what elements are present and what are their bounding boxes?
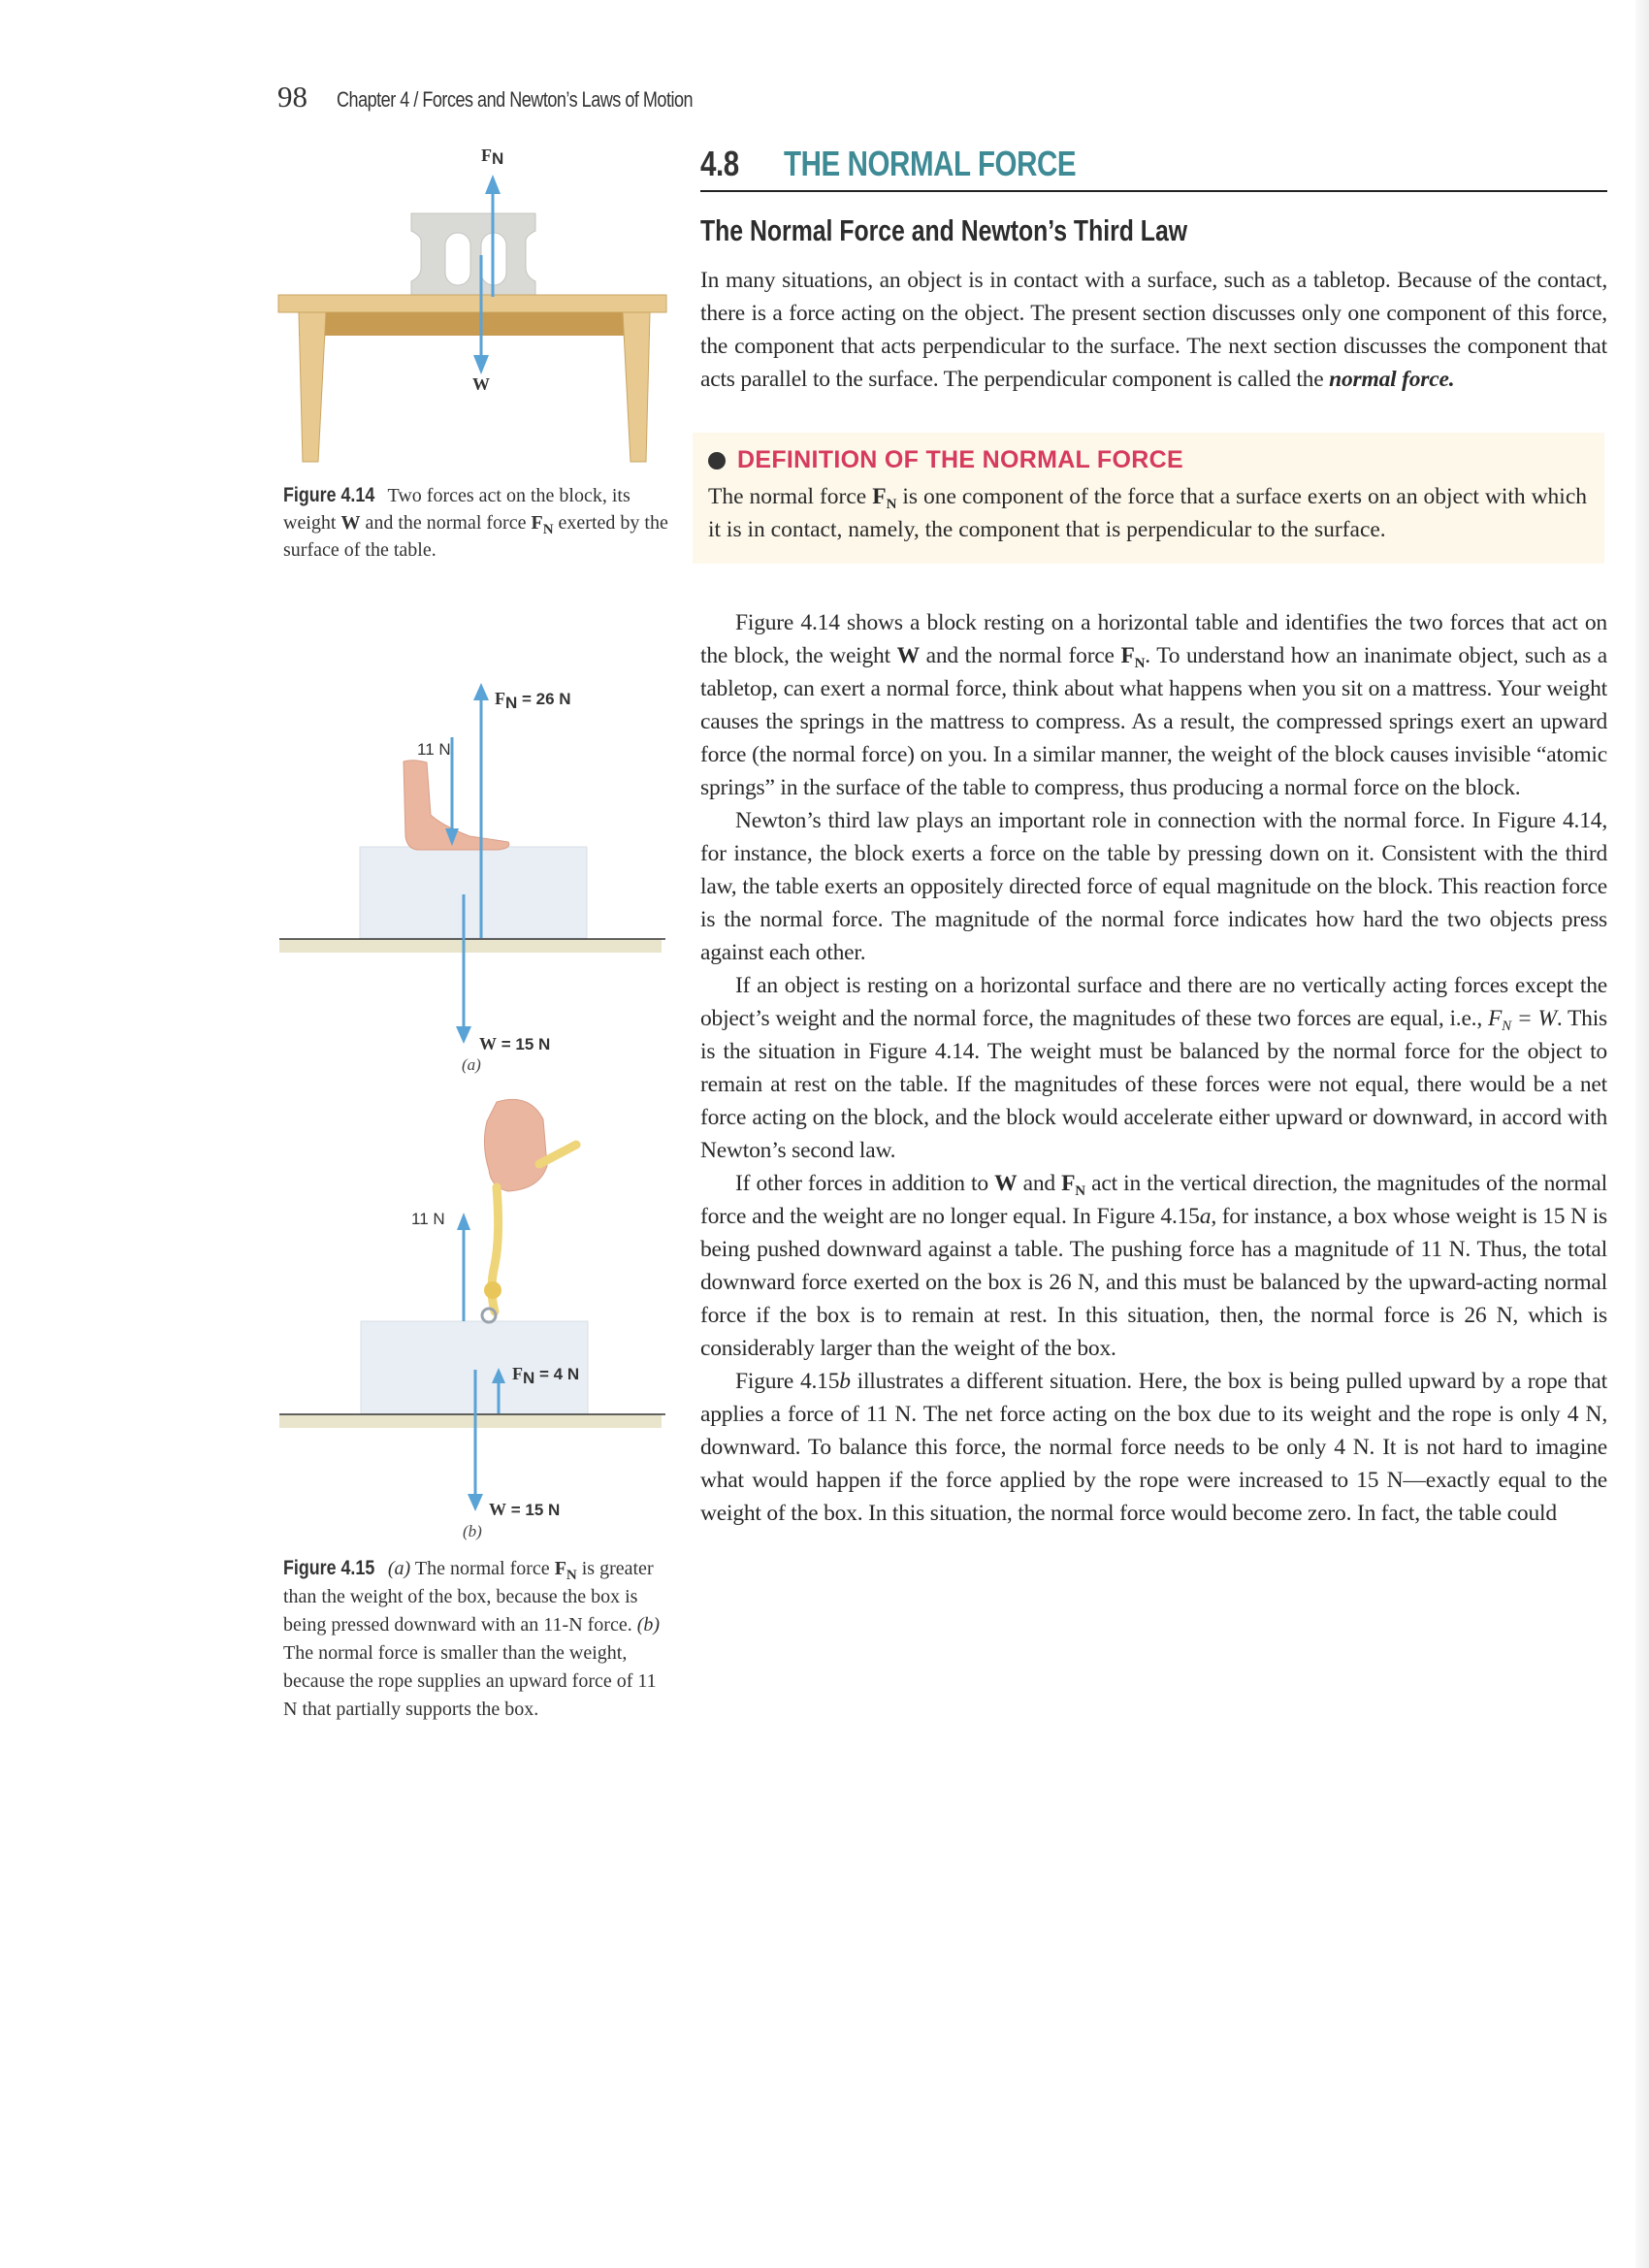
- panel-label-a: (a): [462, 1055, 481, 1074]
- table-leg-right: [623, 312, 650, 462]
- intro-paragraph: In many situations, an object is in contact with a surface, such as a tabletop. Because of the contact, there is a force acting on the object. The present section discusses only one component of this force, the component that acts perpendicular to the surface. The next section discusses the component that acts parallel to the surface. The perpendicular component is called the normal force.: [700, 268, 1607, 392]
- page-number: 98: [277, 80, 307, 113]
- label-w-15n: W = 15 N: [479, 1034, 551, 1053]
- paragraph-3: If an object is resting on a horizontal surface and there are no vertically acting forces except the object’s weight and the normal force, the magnitudes of these two forces are equal, i.e., $F_N = W$. This is the situation in Figure 4.14. The weight must be balanced by the normal force for the object to remain at rest on the table. If the magnitudes of these forces were not equal, there would be a net force acting on the block, and the block would accelerate either upward or downward, in accord with Newton’s second law.: [700, 973, 1608, 1163]
- label-fn-4n: FN = 4 N: [512, 1364, 580, 1387]
- paragraph-1: Figure 4.14 shows a block resting on a horizontal table and identifies the two forces that act on the block, the weight W and the normal force $F_N$. To understand how an inanimate object, such as a tabletop, can exert a normal force, think about what happens when you sit on a mattress. Your weight causes the springs in the mattress to compress. As a result, the compressed springs exert an upward force (the normal force) on you. In a similar manner, the weight of the block causes invisible “atomic springs” in the surface of the table to compress, thus producing a normal force on the block.: [700, 610, 1608, 800]
- normal-force-arrowhead: [485, 175, 501, 194]
- paragraph-4: If other forces in addition to W and $F_N$ act in the vertical direction, the magnitudes of the normal force and the weight are no longer equal. In Figure 4.15a, for instance, a box whose weight is 15 N is being pushed downward against a table. The pushing force has a magnitude of 11 N. Thus, the total downward force exerted on the box is 26 N, and this must be balanced by the upward-acting normal force if the box is to remain at rest. In this situation, then, the normal force is 26 N, which is considerably larger than the weight of the box.: [700, 1171, 1607, 1361]
- block-hole-left: [445, 233, 470, 285]
- paragraph-5: Figure 4.15b illustrates a different situation. Here, the box is being pulled upward by a rope that applies a force of 11 N. The net force acting on the box due to its weight and the rope is only 4 N, downward. To balance this force, the normal force needs to be only 4 N. It is not hard to imagine what would happen if the force applied by the rope were increased to 15 N—exactly equal to the weight of the box. In this situation, the normal force would become zero. In fact, the table could: [700, 1369, 1607, 1526]
- cinder-block: [411, 213, 535, 299]
- label-w-15n: W = 15 N: [489, 1500, 561, 1519]
- weight-arrowhead: [473, 355, 489, 374]
- label-pull-11n: 11 N: [411, 1210, 445, 1228]
- bullet-icon: [708, 452, 726, 470]
- table-leg-left: [299, 312, 326, 462]
- rope-knot: [484, 1281, 501, 1299]
- running-head: [277, 80, 771, 114]
- definition-box: [693, 433, 1604, 564]
- ground-shadow: [279, 1414, 662, 1428]
- term-normal-force: normal force.: [1329, 367, 1455, 392]
- figure-4-15a-illustration: [275, 669, 673, 1077]
- figure-4-14-illustration: [275, 144, 673, 473]
- body-text: [700, 606, 1607, 1530]
- page-edge-shadow: [1635, 0, 1649, 2268]
- table-apron: [299, 312, 650, 336]
- label-push-11n: 11 N: [417, 740, 451, 759]
- pulling-hand: [484, 1099, 547, 1191]
- figure-4-14-caption: Figure 4.14 Two forces act on the block, its weight W and the normal force $F_N$ exerted by the surface of the table.: [283, 484, 668, 561]
- figure-4-15-caption: Figure 4.15 (a) The normal force $F_N$ is greater than the weight of the box, because the box is being pressed downward with an 11-N force. (b) The normal force is smaller than the weight, because the rope supplies an upward force of 11 N that partially supports the box.: [283, 1557, 661, 1720]
- section-number: 4.8: [700, 144, 739, 183]
- panel-label-b: (b): [463, 1522, 482, 1540]
- label-w: W: [472, 374, 490, 394]
- main-text-column: [700, 144, 1607, 1530]
- weight-arrowhead: [468, 1494, 483, 1511]
- normal-force-arrowhead: [473, 683, 489, 700]
- paragraph-2: Newton’s third law plays an important role in connection with the normal force. In Figure 4.14, for instance, the block exerts a force on the table by pressing down on it. Consistent with the third law, the table exerts an oppositely directed force of equal magnitude on the block. This reaction force is the normal force. The magnitude of the normal force indicates how hard the two objects press against each other.: [700, 808, 1607, 965]
- section-title: THE NORMAL FORCE: [784, 144, 1077, 183]
- section-heading: [700, 144, 1607, 192]
- table-top: [278, 295, 666, 312]
- label-fn: FN: [481, 146, 504, 168]
- box: [360, 847, 587, 938]
- subsection-title: The Normal Force and Newton’s Third Law: [700, 213, 1188, 247]
- figure-4-15b-illustration: [275, 1090, 673, 1546]
- definition-heading: DEFINITION OF THE NORMAL FORCE: [708, 446, 1587, 474]
- pushing-hand: [404, 761, 509, 850]
- ground-shadow: [279, 939, 662, 953]
- chapter-title: Chapter 4 / Forces and Newton’s Laws of Motion: [337, 87, 694, 112]
- definition-text: The normal force $F_N$ is one component of the force that a surface exerts on an object with which it is in contact, namely, the component that is perpendicular to the surface.: [708, 484, 1588, 542]
- pull-force-arrowhead: [457, 1213, 470, 1230]
- label-fn-26n: FN = 26 N: [495, 689, 571, 712]
- weight-arrowhead: [456, 1026, 471, 1044]
